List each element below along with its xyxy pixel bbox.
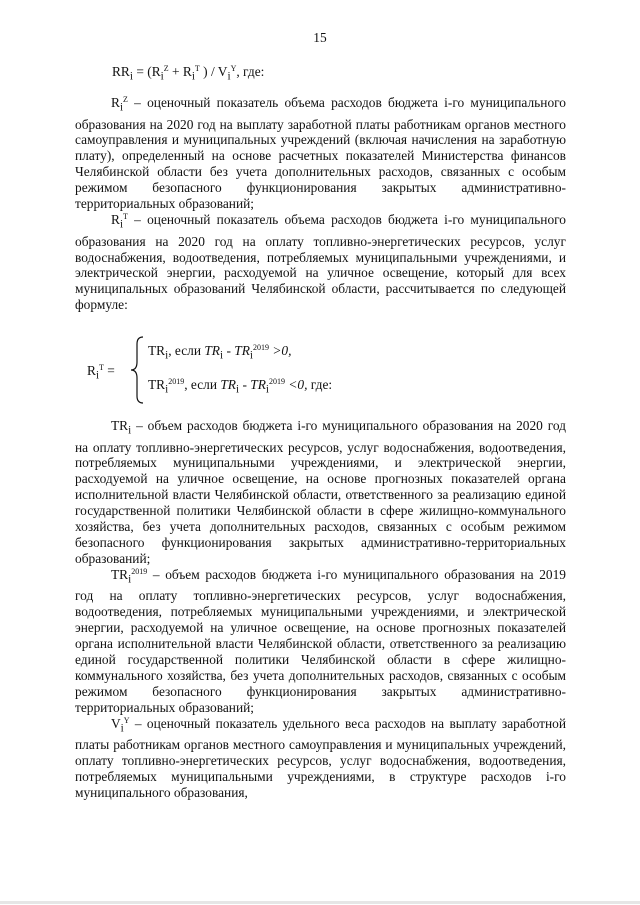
definition-tr2019 bbox=[75, 567, 566, 716]
definition-vy bbox=[75, 716, 566, 801]
case1-tr-sub: i bbox=[165, 349, 169, 362]
symbol-tr2019: TR bbox=[111, 566, 129, 582]
body-text-bottom bbox=[75, 418, 566, 801]
formula-rr-sub2: i bbox=[191, 70, 195, 83]
left-brace-icon bbox=[128, 335, 146, 405]
symbol-rz-sup: Z bbox=[123, 95, 128, 104]
formula-rr-sup3: Y bbox=[230, 64, 237, 73]
symbol-tr-sub: i bbox=[128, 424, 132, 437]
case1-minus: - bbox=[223, 343, 235, 358]
piecewise-lhs-sym: R bbox=[87, 363, 96, 378]
formula-rr-sub1: i bbox=[160, 70, 164, 83]
definition-rt-text: – оценочный показатель объема расходов бюджета i-го муниципального образования на 2020 год на оплату топливно-энергетических ресурсов, услуг водоснабжения, водоотведения, потребляемых муниципальными учреждениями, и электрической энергии, расходуемой на уличное освещение, который для всех муниципальных образований Челябинской области, рассчитывается по следующей формуле: bbox=[75, 212, 566, 313]
symbol-vy-sup: Y bbox=[123, 715, 130, 725]
page-number: 15 bbox=[313, 30, 327, 45]
definition-tr2019-text: – объем расходов бюджета i-го муниципального образования на 2019 год на оплату топливно-энергетических ресурсов, услуг водоснабжения, водоотведения, потребляемых муниципальными учреждениями, и электрической энергии, расходуемой на уличное освещение, на основе прогнозных показателей органа исполнительной власти Челябинской области, ответственного за реализацию единой государственной политики Челябинской области в сфере жилищно-коммунального хозяйства, без учета дополнительных расходов, связанных с особым режимом безопасного функционирования закрытых административно-территориальных образований; bbox=[75, 566, 566, 715]
symbol-tr: TR bbox=[111, 418, 129, 433]
case2-if: , если bbox=[184, 377, 221, 392]
symbol-tr2019-sub: i bbox=[128, 573, 132, 586]
formula-rr-plus: + R bbox=[168, 64, 192, 79]
definition-vy-text: – оценочный показатель удельного веса расходов на выплату заработной платы работникам органов местного самоуправления и муниципальных учреждений, оплату топливно-энергетических ресурсов, услуг водоснабжения, водоотведения, потребляемых муниципальными учреждениями, в структуре расходов i-го муниципального образования, bbox=[75, 715, 566, 800]
definition-rt bbox=[75, 212, 566, 313]
formula-rr-sup1: Z bbox=[163, 64, 169, 73]
formula-rr-sub3: i bbox=[227, 70, 231, 83]
formula-rr-tail: , где: bbox=[236, 64, 265, 79]
definition-tr bbox=[75, 418, 566, 567]
definition-tr-text: – объем расходов бюджета i-го муниципального образования на 2020 год на оплату топливно-энергетических ресурсов, услуг водоснабжения, водоотведения, потребляемых муниципальными учреждениями, и электрической энергии, расходуемой на уличное освещение, на основе прогнозных показателей органа исполнительной власти Челябинской области, ответственного за реализацию единой государственной политики Челябинской области в сфере жилищно-коммунального хозяйства, без учета дополнительных расходов, связанных с особым режимом безопасного функционирования закрытых административно-территориальных образований; bbox=[75, 418, 566, 566]
piecewise-case-1 bbox=[148, 343, 291, 362]
case2-minus: - bbox=[239, 377, 251, 392]
case1-tr2: TR bbox=[204, 343, 220, 358]
piecewise-lhs-sup: T bbox=[99, 363, 104, 372]
symbol-vy: V bbox=[111, 715, 121, 731]
case2-cond: <0, bbox=[285, 377, 308, 392]
case2-tr3-sup: 2019 bbox=[269, 377, 286, 386]
formula-rr-slash: ) / V bbox=[199, 64, 228, 79]
formula-rr-lhs-sub: i bbox=[129, 70, 133, 83]
symbol-tr2019-sup: 2019 bbox=[131, 566, 148, 576]
case1-tr: TR bbox=[148, 343, 166, 358]
case2-tr-sub: i bbox=[165, 383, 169, 396]
definition-rz-text: – оценочный показатель объема расходов бюджета i-го муниципального образования на 2020 год на выплату заработной платы работникам органов местного самоуправления и муниципальных учреждений (включая начисления на заработную плату), определенный на основе расчетных показателей Министерства финансов Челябинской области без учета дополнительных расходов, связанных с особым режимом безопасного функционирования закрытых административно-территориальных образований; bbox=[75, 95, 566, 212]
case1-tr3-sup: 2019 bbox=[253, 343, 270, 352]
formula-rr-sup2: T bbox=[194, 64, 200, 73]
symbol-rz: R bbox=[111, 95, 120, 110]
piecewise-lhs-sub: i bbox=[95, 369, 100, 382]
formula-rr-lhs: RR bbox=[112, 64, 130, 79]
symbol-vy-sub: i bbox=[120, 722, 124, 735]
case1-tr3-sub: i bbox=[249, 349, 254, 362]
case1-if: , если bbox=[168, 343, 205, 358]
piecewise-lhs-eq: = bbox=[103, 363, 115, 378]
case1-cond: >0, bbox=[269, 343, 292, 358]
case2-tr3: TR bbox=[250, 377, 266, 392]
piecewise-lhs bbox=[87, 363, 115, 382]
case2-tr2: TR bbox=[220, 377, 236, 392]
body-text-top bbox=[75, 95, 566, 313]
symbol-rt: R bbox=[111, 212, 120, 228]
symbol-rt-sup: T bbox=[123, 212, 128, 222]
symbol-rz-sub: i bbox=[119, 101, 124, 114]
case2-tr3-sub: i bbox=[265, 383, 270, 396]
definition-rz bbox=[75, 95, 566, 212]
case2-tr2-sub: i bbox=[236, 383, 240, 396]
case2-tr: TR bbox=[148, 377, 166, 392]
case2-tr-sup: 2019 bbox=[168, 377, 185, 386]
case2-where: где: bbox=[307, 377, 333, 392]
piecewise-formula bbox=[75, 335, 566, 405]
piecewise-case-2 bbox=[148, 377, 332, 396]
formula-rr-open: = (R bbox=[132, 64, 161, 79]
formula-rr bbox=[112, 64, 264, 83]
case1-tr2-sub: i bbox=[220, 349, 224, 362]
case1-tr3: TR bbox=[234, 343, 250, 358]
symbol-rt-sub: i bbox=[119, 218, 124, 231]
page-bottom-edge bbox=[0, 901, 640, 904]
